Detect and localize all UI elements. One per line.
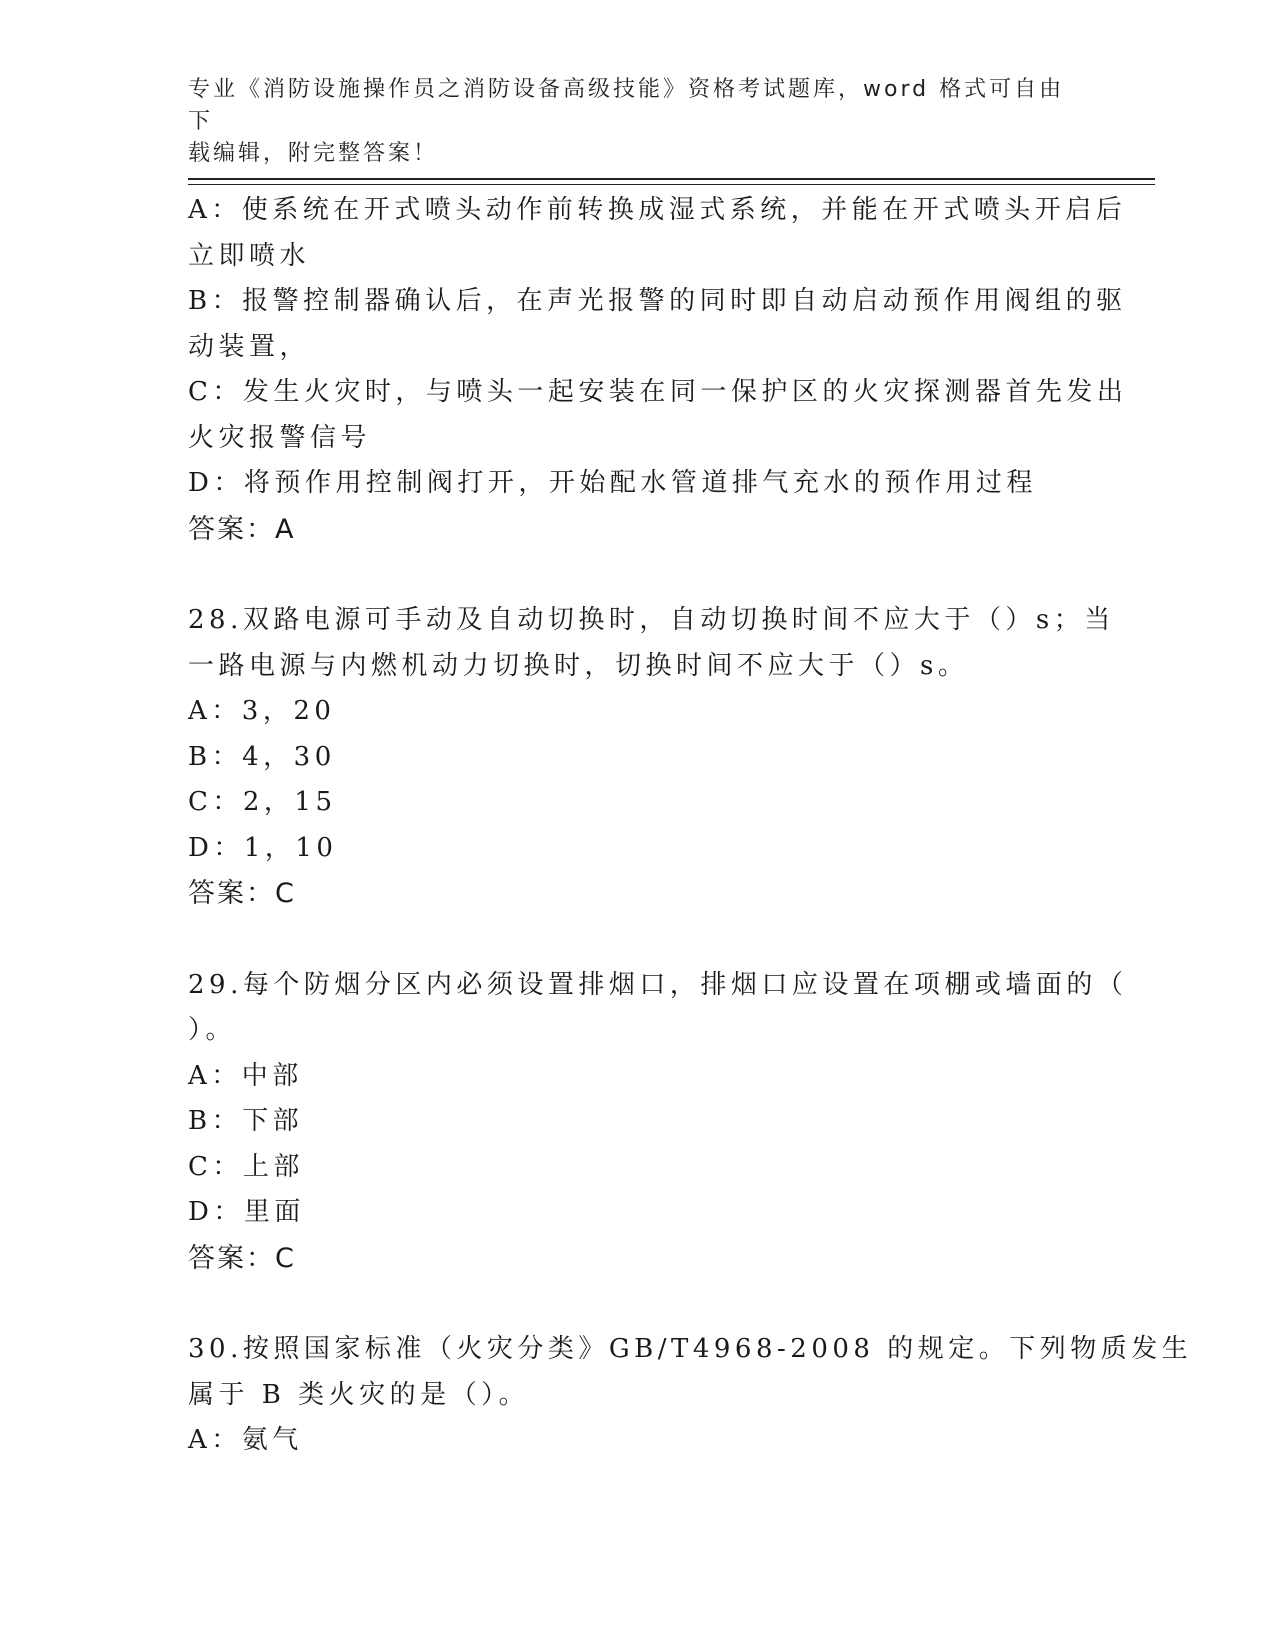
question-spacer	[188, 917, 1088, 963]
header-divider-thick	[188, 178, 1155, 180]
q28-stem-line-1: 28.双路电源可手动及自动切换时，自动切换时间不应大于（）s；当	[188, 605, 1115, 635]
question-spacer	[188, 1281, 1088, 1327]
header-line-2: 载编辑，附完整答案！	[188, 141, 439, 166]
question-27	[188, 188, 1128, 552]
q28-option-c: C：2，15	[188, 787, 337, 817]
q28-option-b: B：4，30	[188, 741, 336, 772]
q28-stem-line-2: 一路电源与内燃机动力切换时，切换时间不应大于（）s。	[188, 650, 969, 681]
q29-stem-line-2: ）。	[188, 1015, 237, 1045]
q29-option-c: C：上部	[188, 1151, 304, 1182]
q30-option-a: A：氨气	[188, 1425, 303, 1455]
question-spacer	[188, 552, 1088, 598]
q29-option-d: D：里面	[188, 1197, 305, 1227]
question-28	[188, 598, 1115, 917]
q27-option-d: D：将预作用控制阀打开，开始配水管道排气充水的预作用过程	[188, 468, 1037, 498]
q30-stem-line-1: 30.按照国家标准（火灾分类》GB/T4968-2008 的规定。下列物质发生	[188, 1334, 1193, 1364]
q29-stem-line-1: 29.每个防烟分区内必须设置排烟口，排烟口应设置在项棚或墙面的（	[188, 969, 1128, 1000]
question-30	[188, 1327, 1193, 1464]
q27-option-b-line-1: B：报警控制器确认后，在声光报警的同时即自动启动预作用阀组的驱	[188, 286, 1127, 316]
header-divider-thin	[188, 184, 1155, 185]
q27-option-c-line-1: C：发生火灾时，与喷头一起安装在同一保护区的火灾探测器首先发出	[188, 377, 1128, 407]
q27-option-a-line-1: A：使系统在开式喷头动作前转换成湿式系统，并能在开式喷头开启后	[188, 195, 1127, 225]
q29-option-b: B：下部	[188, 1106, 304, 1136]
q30-stem-line-2: 属于 B 类火灾的是（）。	[188, 1379, 530, 1410]
q27-answer: 答案：A	[188, 513, 296, 545]
q27-option-a-line-2: 立即喷水	[188, 240, 311, 271]
q28-answer: 答案：C	[188, 878, 296, 909]
q28-option-d: D：1，10	[188, 832, 338, 863]
q29-option-a: A：中部	[188, 1060, 303, 1091]
document-header	[188, 74, 1068, 170]
header-line-1: 专业《消防设施操作员之消防设备高级技能》资格考试题库，word 格式可自由下	[188, 77, 1065, 134]
question-29	[188, 963, 1128, 1282]
question-list	[188, 188, 1193, 1464]
q27-option-b-line-2: 动装置，	[188, 331, 311, 362]
q28-option-a: A：3，20	[188, 696, 336, 726]
q29-answer: 答案：C	[188, 1242, 296, 1274]
q27-option-c-line-2: 火灾报警信号	[188, 422, 372, 453]
